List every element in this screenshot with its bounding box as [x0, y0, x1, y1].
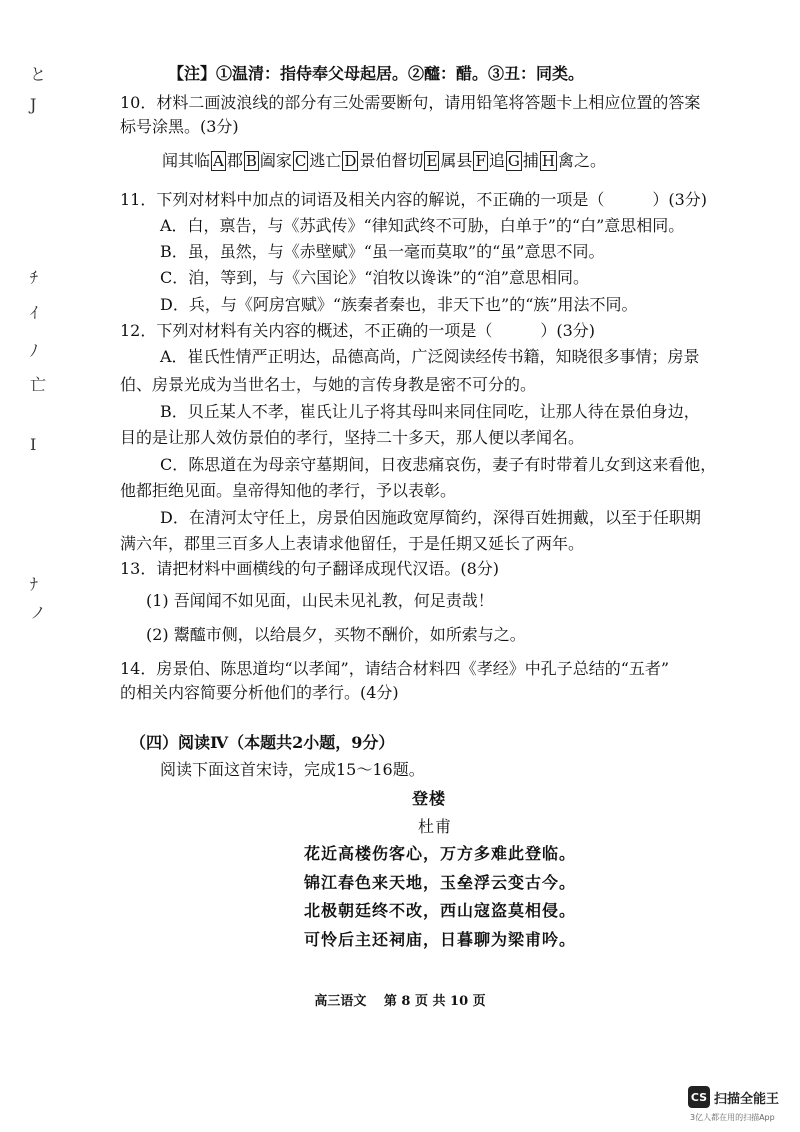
margin-mark: ｲ: [30, 303, 39, 322]
section-4-instructions: 阅读下面这首宋诗，完成15～16题。: [160, 760, 425, 779]
break-option-h[interactable]: H: [541, 152, 555, 170]
question-12-option-c-cont: 他都拒绝见面。皇帝得知他的孝行，予以表彰。: [120, 481, 457, 500]
break-option-e[interactable]: E: [426, 152, 438, 170]
margin-mark: J: [30, 95, 37, 114]
question-12-stem: 12．下列对材料有关内容的概述，不正确的一项是（ ）(3分): [120, 321, 596, 340]
break-option-g[interactable]: G: [507, 152, 520, 170]
poem-line-4: 可怜后主还祠庙，日暮聊为梁甫吟。: [304, 930, 577, 949]
margin-mark: I: [30, 435, 37, 454]
scanner-watermark: [688, 1086, 779, 1108]
question-14-stem: 14．房景伯、陈思道均“以孝闻”，请结合材料四《孝经》中孔子总结的“五者”: [120, 659, 670, 678]
margin-mark: と: [30, 65, 47, 84]
poem-author: 杜甫: [418, 817, 453, 836]
scanner-tagline: 3亿人都在用的扫描App: [690, 1113, 775, 1122]
question-14-stem-cont: 的相关内容简要分析他们的孝行。(4分): [120, 683, 399, 702]
camscanner-logo-icon: CS: [688, 1086, 710, 1108]
poem-line-3: 北极朝廷终不改，西山寇盗莫相侵。: [304, 901, 577, 920]
break-option-b[interactable]: B: [245, 152, 257, 170]
question-12-option-b-cont: 目的是让那人效仿景伯的孝行，坚持二十多天，那人便以孝闻名。: [120, 428, 585, 447]
break-option-d[interactable]: D: [344, 152, 357, 170]
poem-line-2: 锦江春色来天地，玉垒浮云变古今。: [304, 873, 577, 892]
margin-mark: 亡: [30, 375, 47, 394]
question-13-stem: 13．请把材料中画横线的句子翻译成现代汉语。(8分): [120, 559, 500, 578]
question-11-stem: 11．下列对材料中加点的词语及相关内容的解说，不正确的一项是（ ）(3分): [120, 190, 708, 209]
margin-mark: ﾉ: [30, 341, 39, 360]
question-13-sentence-1: (1) 吾闻闻不如见面，山民未见礼教，何足责哉！: [146, 591, 494, 610]
question-12-option-d-cont: 满六年，郡里三百多人上表请求他留任，于是任期又延长了两年。: [120, 534, 585, 553]
break-option-c[interactable]: C: [294, 152, 307, 170]
break-option-f[interactable]: F: [475, 152, 486, 170]
question-10-sentence: 闻其临 A 郡 B 阖家 C 逃亡 D 景伯督切 E 属县 F 追 G 捕 H 禽之。: [162, 151, 606, 170]
question-11-option-b: B．虽，虽然，与《赤壁赋》“虽一毫而莫取”的“虽”意思不同。: [160, 242, 605, 261]
question-12-option-a: A．崔氏性情严正明达，品德高尚，广泛阅读经传书籍，知晓很多事情；房景: [160, 347, 700, 366]
page-footer: 高三语文 第 8 页 共 10 页: [314, 994, 486, 1009]
section-4-title: （四）阅读Ⅳ（本题共2小题，9分）: [130, 733, 395, 752]
question-11-option-c: C．洎，等到，与《六国论》“洎牧以谗诛”的“洎”意思相同。: [160, 268, 589, 287]
margin-mark: ﾅ: [30, 575, 39, 594]
question-13-sentence-2: (2) 鬻醯市侧，以给晨夕，买物不酬价，如所索与之。: [146, 625, 526, 644]
scanner-app-name: 扫描全能王: [714, 1091, 780, 1107]
margin-mark: ﾁ: [30, 268, 39, 287]
question-10-stem-cont: 标号涂黑。(3分): [120, 117, 239, 136]
question-12-option-d: D．在清河太守任上，房景伯因施政宽厚简约，深得百姓拥戴，以至于任职期: [160, 508, 701, 527]
annotation-note: 【注】①温清：指侍奉父母起居。②醯：醋。③丑：同类。: [168, 64, 585, 83]
poem-title: 登楼: [412, 789, 447, 808]
question-12-option-c: C．陈思道在为母亲守墓期间，日夜悲痛哀伤，妻子有时带着儿女到这来看他，: [160, 455, 717, 474]
poem-line-1: 花近高楼伤客心，万方多难此登临。: [304, 844, 577, 863]
question-12-option-a-cont: 伯、房景光成为当世名士，与她的言传身教是密不可分的。: [120, 375, 537, 394]
question-10-stem: 10．材料二画波浪线的部分有三处需要断句，请用铅笔将答题卡上相应位置的答案: [120, 93, 701, 112]
question-11-option-a: A．白，禀告，与《苏武传》“律知武终不可胁，白单于”的“白”意思相同。: [160, 216, 685, 235]
question-11-option-d: D．兵，与《阿房宫赋》“族秦者秦也，非天下也”的“族”用法不同。: [160, 295, 638, 314]
margin-mark: ノ: [30, 603, 47, 622]
break-option-a[interactable]: A: [213, 152, 224, 170]
question-12-option-b: B．贝丘某人不孝，崔氏让儿子将其母叫来同住同吃，让那人待在景伯身边，: [160, 402, 700, 421]
